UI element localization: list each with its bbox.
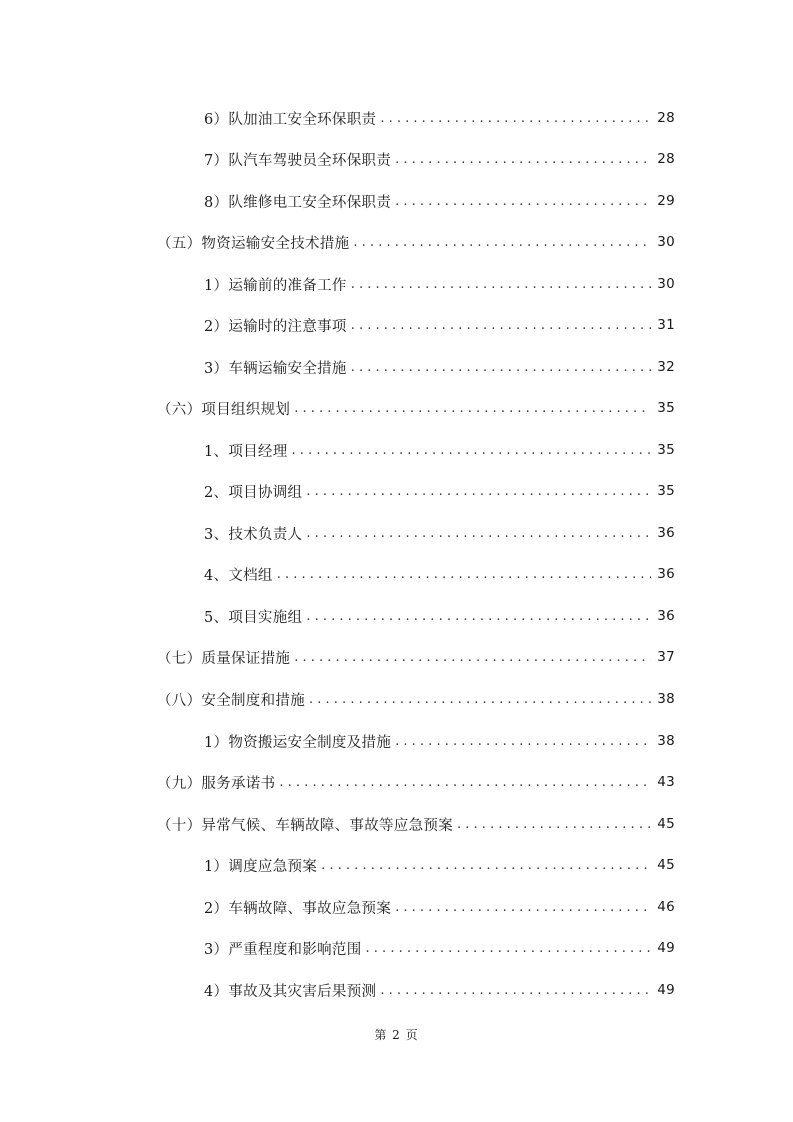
toc-entry[interactable] bbox=[157, 230, 675, 254]
toc-entry[interactable] bbox=[204, 604, 675, 628]
toc-entry-title: 3）严重程度和影响范围 bbox=[204, 941, 362, 958]
toc-leader-dots bbox=[292, 439, 651, 463]
toc-entry-page: 28 bbox=[657, 151, 675, 167]
toc-entry[interactable] bbox=[157, 770, 675, 794]
toc-entry-title: 3）车辆运输安全措施 bbox=[204, 360, 347, 377]
toc-leader-dots bbox=[306, 522, 651, 546]
toc-entry-title: （六）项目组织规划 bbox=[157, 401, 291, 418]
toc-entry[interactable] bbox=[204, 272, 675, 296]
toc-entry-title: 2、项目协调组 bbox=[204, 484, 303, 501]
toc-entry-page: 38 bbox=[657, 733, 675, 749]
toc-entry[interactable] bbox=[204, 521, 675, 545]
toc-leader-dots bbox=[351, 356, 651, 380]
toc-entry-title: 1、项目经理 bbox=[204, 443, 288, 460]
toc-leader-dots bbox=[395, 148, 651, 172]
toc-entry-title: 2）车辆故障、事故应急预案 bbox=[204, 900, 392, 917]
toc-entry-page: 49 bbox=[657, 982, 675, 998]
toc-entry-page: 43 bbox=[657, 774, 675, 790]
toc-entry[interactable] bbox=[157, 396, 675, 420]
toc-leader-dots bbox=[321, 854, 651, 878]
toc-entry-title: 5、项目实施组 bbox=[204, 609, 303, 626]
toc-leader-dots bbox=[309, 688, 651, 712]
toc-entry-page: 30 bbox=[657, 276, 675, 292]
toc-leader-dots bbox=[279, 771, 651, 795]
toc-entry-title: 7）队汽车驾驶员全环保职责 bbox=[204, 152, 392, 169]
toc-entry-page: 31 bbox=[657, 317, 675, 333]
toc-entry-title: 8）队维修电工安全环保职责 bbox=[204, 194, 392, 211]
toc-entry-title: 4、文档组 bbox=[204, 567, 273, 584]
toc-leader-dots bbox=[306, 605, 651, 629]
toc-entry-page: 49 bbox=[657, 940, 675, 956]
toc-entry-title: （八）安全制度和措施 bbox=[157, 692, 305, 709]
toc-entry-page: 29 bbox=[657, 193, 675, 209]
toc-entry[interactable] bbox=[204, 562, 675, 586]
toc-entry-page: 37 bbox=[657, 649, 675, 665]
toc-entry-page: 28 bbox=[657, 110, 675, 126]
toc-leader-dots bbox=[351, 314, 651, 338]
toc-entry-page: 30 bbox=[657, 234, 675, 250]
toc-entry-title: 1）调度应急预案 bbox=[204, 858, 318, 875]
toc-entry[interactable] bbox=[204, 438, 675, 462]
toc-entry-title: 3、技术负责人 bbox=[204, 526, 303, 543]
toc-entry[interactable] bbox=[157, 812, 675, 836]
toc-leader-dots bbox=[294, 397, 651, 421]
toc-entry[interactable] bbox=[204, 147, 675, 171]
toc-leader-dots bbox=[294, 646, 651, 670]
toc-leader-dots bbox=[395, 896, 651, 920]
toc-entry[interactable] bbox=[204, 189, 675, 213]
toc-entry-page: 36 bbox=[657, 566, 675, 582]
toc-leader-dots bbox=[380, 107, 651, 131]
toc-entry-page: 35 bbox=[657, 483, 675, 499]
toc-entry-page: 46 bbox=[657, 899, 675, 915]
page-number-footer: 第 2 页 bbox=[374, 1028, 419, 1042]
toc-entry-page: 38 bbox=[657, 691, 675, 707]
toc-entry-title: 1）物资搬运安全制度及措施 bbox=[204, 734, 392, 751]
toc-entry[interactable] bbox=[204, 106, 675, 130]
toc-entry[interactable] bbox=[204, 355, 675, 379]
toc-entry-title: 2）运输时的注意事项 bbox=[204, 318, 347, 335]
toc-leader-dots bbox=[306, 480, 651, 504]
toc-entry-page: 45 bbox=[657, 857, 675, 873]
toc-leader-dots bbox=[395, 730, 651, 754]
toc-entry[interactable] bbox=[204, 895, 675, 919]
toc-entry-page: 45 bbox=[657, 816, 675, 832]
toc-entry-title: 4）事故及其灾害后果预测 bbox=[204, 983, 377, 1000]
toc-leader-dots bbox=[277, 563, 651, 587]
toc-entry[interactable] bbox=[204, 936, 675, 960]
toc-entry[interactable] bbox=[204, 729, 675, 753]
toc-entry[interactable] bbox=[204, 853, 675, 877]
toc-entry-title: （五）物资运输安全技术措施 bbox=[157, 235, 350, 252]
toc-leader-dots bbox=[380, 979, 651, 1003]
toc-entry-page: 36 bbox=[657, 608, 675, 624]
toc-leader-dots bbox=[395, 190, 651, 214]
toc-entry-page: 32 bbox=[657, 359, 675, 375]
toc-entry-title: 1）运输前的准备工作 bbox=[204, 277, 347, 294]
toc-entry-title: （十）异常气候、车辆故障、事故等应急预案 bbox=[157, 817, 453, 834]
toc-entry[interactable] bbox=[204, 479, 675, 503]
toc-leader-dots bbox=[353, 231, 651, 255]
toc-entry[interactable] bbox=[204, 978, 675, 1002]
toc-entry-title: 6）队加油工安全环保职责 bbox=[204, 111, 377, 128]
toc-entry-title: （七）质量保证措施 bbox=[157, 650, 291, 667]
toc-entry-page: 35 bbox=[657, 400, 675, 416]
toc-entry[interactable] bbox=[204, 313, 675, 337]
toc-entry-page: 35 bbox=[657, 442, 675, 458]
toc-leader-dots bbox=[351, 273, 651, 297]
toc-entry[interactable] bbox=[157, 687, 675, 711]
toc-entry[interactable] bbox=[157, 645, 675, 669]
toc-entry-title: （九）服务承诺书 bbox=[157, 775, 276, 792]
toc-entry-page: 36 bbox=[657, 525, 675, 541]
toc-leader-dots bbox=[366, 937, 651, 961]
toc-leader-dots bbox=[457, 813, 651, 837]
